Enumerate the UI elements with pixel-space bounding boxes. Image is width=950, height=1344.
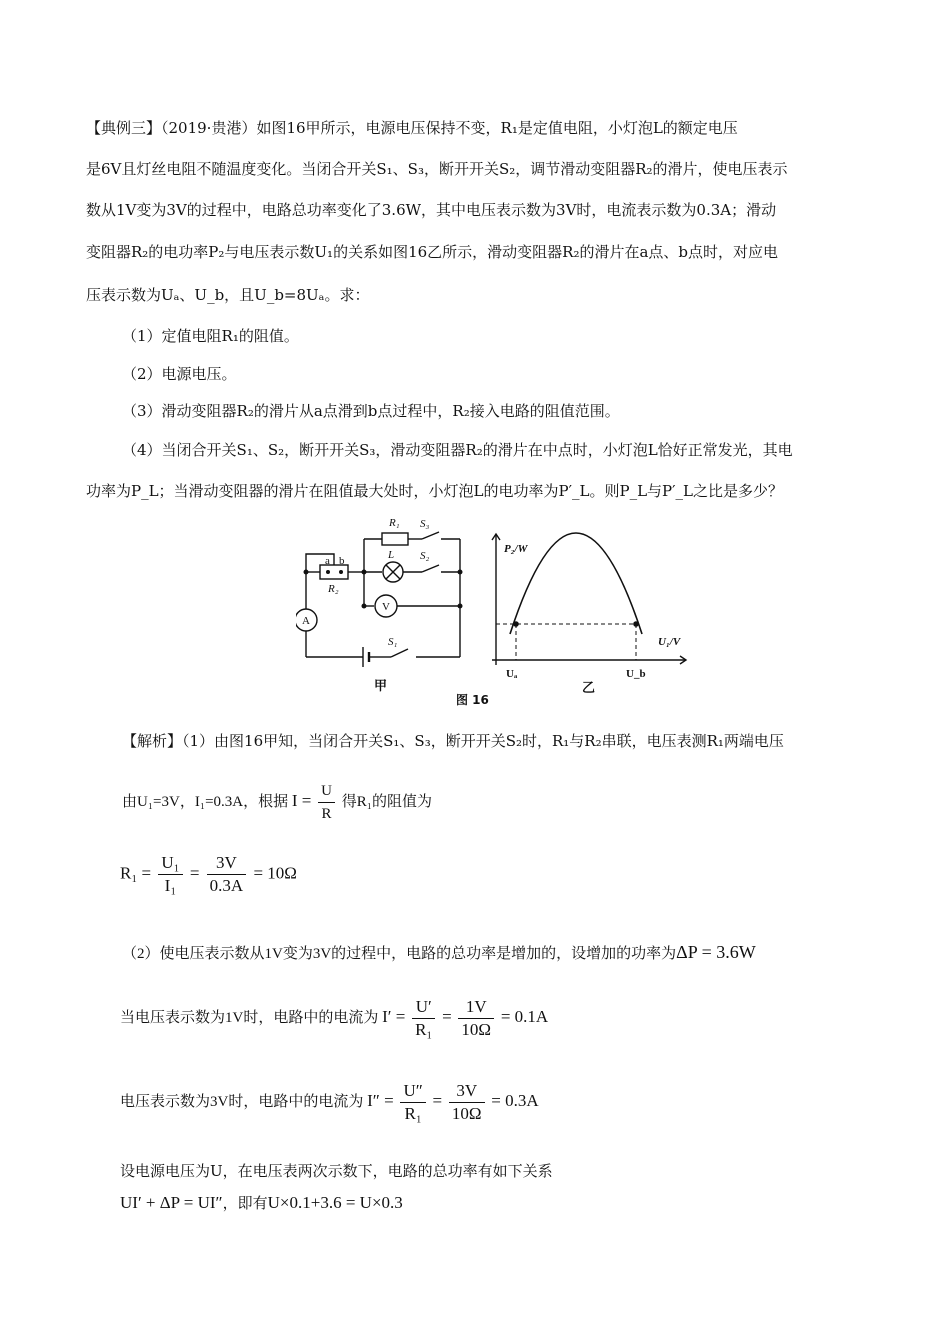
r1-equation <box>120 852 297 897</box>
r1-denominator-2: 0.3A <box>209 876 244 895</box>
i-double-prime-denominator-1: R₁ <box>404 1104 422 1123</box>
figure-16 <box>296 512 696 712</box>
figure-caption: 图 16 <box>456 693 489 707</box>
problem-line-5: 压表示数为Uₐ、U_b，且U_b=8Uₐ。求： <box>86 286 370 304</box>
label-s3: S₃ <box>420 518 430 530</box>
solution-line-3 <box>122 942 756 963</box>
i-double-prime-result: = 0.3A <box>491 1090 539 1110</box>
i-double-prime-fraction-1 <box>400 1080 425 1125</box>
solution-line-5-text: 电压表示数为3V时，电路中的电流为 <box>120 1093 364 1110</box>
label-jia: 甲 <box>374 679 388 694</box>
solution-line-5: 电压表示数为3V时，电路中的电流为 I″ = $\frac{U''}{\text{R₁}}$ = $\frac{3V}{10\Omega}$ = 0.3A <box>120 1081 539 1123</box>
r1-fraction-2 <box>207 852 247 897</box>
i-prime-fraction-1 <box>412 996 435 1041</box>
i-double-prime-numerator-1: U″ <box>400 1080 425 1103</box>
ohms-law-lhs: I = <box>291 790 312 810</box>
figure-16-drawing <box>296 512 696 712</box>
label-ammeter: A <box>302 615 310 627</box>
r1-denominator-1: I₁ <box>164 876 177 895</box>
r1-eq-sign: = <box>189 863 200 883</box>
label-b: b <box>339 555 345 567</box>
i-double-prime-lhs: I″ = <box>367 1090 394 1110</box>
problem-line-1: 【典例三】（2019·贵港）如图16甲所示，电源电压保持不变，R₁是定值电阻，小灯泡L的额定电压 <box>86 119 738 137</box>
solution-line-7 <box>120 1192 403 1213</box>
solution-line-4-text: 当电压表示数为1V时，电路中的电流为 <box>120 1009 379 1026</box>
i-prime-result: = 0.1A <box>500 1006 549 1026</box>
label-r2: R₂ <box>328 583 339 595</box>
label-a: a <box>325 555 330 567</box>
i-prime-numerator-2: 1V <box>458 996 494 1019</box>
solution-line-6: 设电源电压为U，在电压表两次示数下，电路的总功率有如下关系 <box>120 1162 553 1180</box>
problem-line-4: 变阻器R₂的电功率P₂与电压表示数U₁的关系如图16乙所示，滑动变阻器R₂的滑片在a点、b点时，对应电 <box>86 243 779 261</box>
r1-result: = 10Ω <box>253 863 297 883</box>
question-2: （2）电源电压。 <box>122 365 237 383</box>
ohms-law-fraction <box>318 780 335 825</box>
r1-numerator-2: 3V <box>207 852 247 875</box>
i-prime-numerator-1: U′ <box>412 996 435 1019</box>
power-balance-equation: UI′ + ΔP = UI″ <box>120 1193 223 1212</box>
label-s2: S₂ <box>420 550 430 562</box>
i-prime-fraction-2 <box>458 996 494 1041</box>
power-balance-numeric: U×0.1+3.6 = U×0.3 <box>267 1193 403 1212</box>
question-4-line-1: （4）当闭合开关S₁、S₂，断开开关S₃，滑动变阻器R₂的滑片在中点时，小灯泡L恰好正常发光，其电 <box>122 441 793 459</box>
i-prime-denominator-2: 10Ω <box>461 1020 492 1039</box>
problem-line-3: 数从1V变为3V的过程中，电路总功率变化了3.6W，其中电压表示数为3V时，电流表示数为0.3A；滑动 <box>86 201 777 219</box>
label-r1: R₁ <box>389 517 400 529</box>
question-3: （3）滑动变阻器R₂的滑片从a点滑到b点过程中，R₂接入电路的阻值范围。 <box>122 402 620 420</box>
ohms-law-numerator: U <box>318 780 335 803</box>
solution-line-7-mid: ，即有 <box>222 1196 268 1212</box>
i-double-prime-fraction-2 <box>449 1080 485 1125</box>
label-lamp: L <box>388 549 395 561</box>
delta-p-equation: ΔP = 3.6W <box>676 942 756 962</box>
i-prime-denominator-1: R₁ <box>415 1020 433 1039</box>
i-double-prime-numerator-2: 3V <box>449 1080 485 1103</box>
solution-line-2-pre: 由U₁=3V，I₁=0.3A，根据 <box>122 793 289 810</box>
problem-line-2: 是6V且灯丝电阻不随温度变化。当闭合开关S₁、S₃，断开开关S₂，调节滑动变阻器R₂的滑片，使电压表示 <box>86 160 788 178</box>
label-voltmeter: V <box>382 601 390 613</box>
graph-ub-label: U_b <box>626 668 646 680</box>
solution-line-4: 当电压表示数为1V时，电路中的电流为 I′ = $\frac{U'}{\text{R₁}}$ = $\frac{1V}{10\Omega}$ = 0.1A <box>120 997 549 1039</box>
solution-line-2-post: 得R₁的阻值为 <box>341 793 432 810</box>
i-double-prime-denominator-2: 10Ω <box>451 1104 482 1123</box>
r1-fraction-1 <box>158 852 182 897</box>
label-yi: 乙 <box>582 681 596 696</box>
solution-line-1: 【解析】（1）由图16甲知，当闭合开关S₁、S₃，断开开关S₂时，R₁与R₂串联，电压表测R₁两端电压 <box>122 732 784 750</box>
solution-line-3-text: （2）使电压表示数从1V变为3V的过程中，电路的总功率是增加的，设增加的功率为 <box>122 946 677 962</box>
graph-x-axis-label: U₁/V <box>658 636 681 648</box>
r1-eq-lhs: R₁ = <box>120 863 152 883</box>
label-s1: S₁ <box>388 636 398 648</box>
graph-ua-label: Uₐ <box>506 668 518 680</box>
graph-y-axis-label: P₂/W <box>504 543 528 555</box>
r1-numerator-1: U₁ <box>158 852 182 875</box>
question-1: （1）定值电阻R₁的阻值。 <box>122 327 299 345</box>
solution-line-2 <box>122 780 432 825</box>
i-prime-lhs: I′ = <box>382 1006 406 1026</box>
question-4-line-2: 功率为P_L；当滑动变阻器的滑片在阻值最大处时，小灯泡L的电功率为P′_L。则P_L与P′_L之比是多少？ <box>86 482 783 500</box>
ohms-law-denominator: R <box>321 806 332 822</box>
